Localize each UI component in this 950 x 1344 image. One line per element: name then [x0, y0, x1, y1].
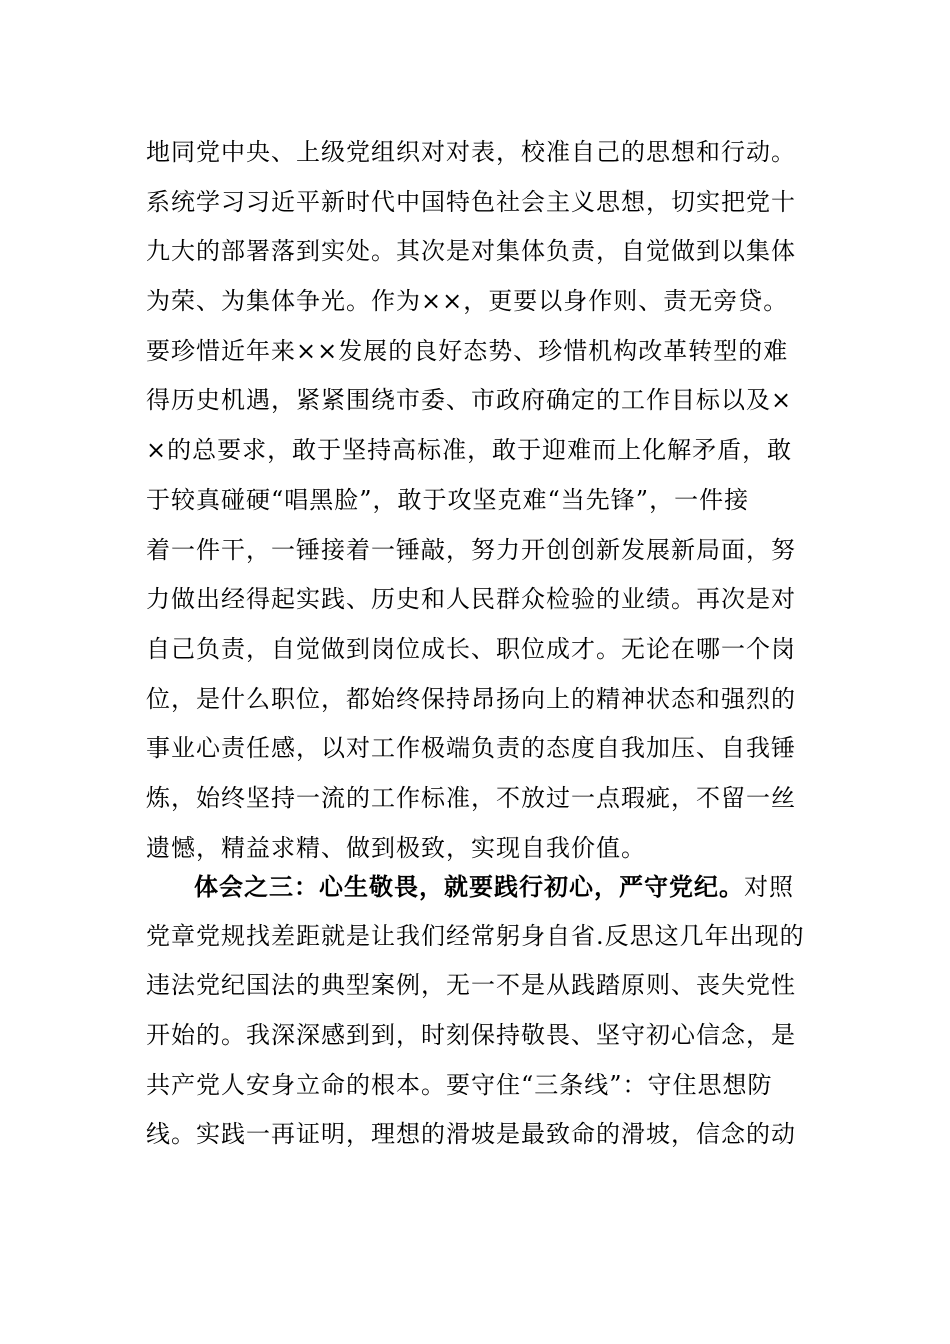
text-line: 位，是什么职位，都始终保持昂扬向上的精神状态和强烈的: [146, 684, 796, 713]
text-line: 得历史机遇，紧紧围绕市委、市政府确定的工作目标以及×: [146, 386, 793, 415]
text-line: 党章党规找差距就是让我们经常躬身自省.反思这几年出现的: [146, 921, 805, 950]
section-heading: 体会之三：心生敬畏，就要践行初心，严守党纪。: [194, 872, 744, 901]
text-line: 地同党中央、上级党组织对对表，校准自己的思想和行动。: [146, 138, 796, 166]
text-line: 系统学习习近平新时代中国特色社会主义思想，切实把党十: [146, 187, 796, 216]
text-line: 炼，始终坚持一流的工作标准，不放过一点瑕疵，不留一丝: [146, 783, 796, 812]
text-line: 着一件干，一锤接着一锤敲，努力开创创新发展新局面，努: [146, 535, 796, 564]
text-line: 事业心责任感，以对工作极端负责的态度自我加压、自我锤: [146, 734, 796, 763]
text-line: 自己负责，自觉做到岗位成长、职位成才。无论在哪一个岗: [146, 634, 796, 663]
paragraph-first-line: [146, 862, 816, 912]
text-line: 开始的。我深深感到到，时刻保持敬畏、坚守初心信念，是: [146, 1021, 796, 1050]
text-line: 违法党纪国法的典型案例，无一不是从践踏原则、丧失党性: [146, 971, 796, 1000]
text-line: 力做出经得起实践、历史和人民群众检验的业绩。再次是对: [146, 585, 796, 614]
text-line: 要珍惜近年来××发展的良好态势、珍惜机构改革转型的难: [146, 336, 789, 365]
text-line: 遗憾，精益求精、做到极致，实现自我价值。: [146, 833, 646, 862]
paragraph-1: [146, 128, 816, 873]
text-line: ×的总要求，敢于坚持高标准，敢于迎难而上化解矛盾，敢: [146, 436, 793, 465]
text-line: 九大的部署落到实处。其次是对集体负责，自觉做到以集体: [146, 237, 796, 266]
text-line: 为荣、为集体争光。作为××，更要以身作则、责无旁贷。: [146, 287, 789, 316]
paragraph-2: [146, 862, 816, 1160]
text-line: 线。实践一再证明，理想的滑坡是最致命的滑坡，信念的动: [146, 1120, 796, 1149]
text-run: 对照: [744, 873, 794, 901]
text-line: 于较真碰硬“唱黑脸”，敢于攻坚克难“当先锋”，一件接: [146, 485, 750, 514]
text-line: 共产党人安身立命的根本。要守住“三条线”：守住思想防: [146, 1070, 773, 1099]
